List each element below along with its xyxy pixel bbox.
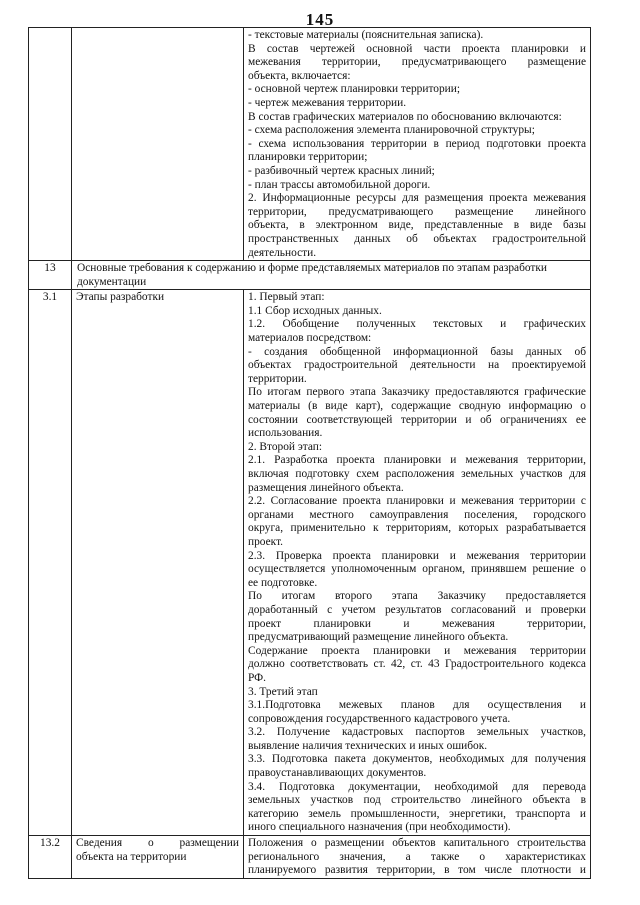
content-line: земельных участков под строительство линейного объекта в xyxy=(248,794,586,807)
content-line: материалы (в виде карт), содержащие сводную информацию о xyxy=(248,400,586,413)
content-line: доработанный с учетом результатов согласований и проверки xyxy=(248,603,586,616)
row-number-cell: 3.1 xyxy=(29,290,72,836)
content-line: 1.2. Обобщение полученных текстовых и графических xyxy=(248,318,586,331)
row-number-cell: 13 xyxy=(29,261,72,290)
requirement-content-cell xyxy=(244,290,591,836)
content-line: - создания обобщенной информационной базы данных об xyxy=(248,345,586,358)
content-line: По итогам второго этапа Заказчику предоставляется xyxy=(248,590,586,603)
content-line: территории, предусматривающего размещение линейного xyxy=(248,205,586,218)
content-line: территории. xyxy=(248,372,307,385)
content-line: осуществляется уполномоченным органом, принявшем решение о xyxy=(248,563,586,576)
content-line: 3.4. Подготовка документации, необходимой для перевода xyxy=(248,780,586,793)
content-line: проект. xyxy=(248,535,284,548)
content-line: объектах градостроительной деятельности на проектируемой xyxy=(248,359,586,372)
content-line: правоустанавливающих документов. xyxy=(248,767,427,780)
page-number: 145 xyxy=(305,10,335,29)
content-line: - схема использования территории в период подготовки проекта xyxy=(248,137,586,150)
content-line: 2.3. Проверка проекта планировки и межевания территории xyxy=(248,549,586,562)
content-line: В состав графических материалов по обоснованию включаются: xyxy=(248,110,562,123)
content-line: материалов посредством: xyxy=(248,332,372,345)
content-line: 2. Второй этап: xyxy=(248,440,323,453)
requirement-content-cell xyxy=(244,28,591,261)
content-line: 2.1. Разработка проекта планировки и межевания территории, xyxy=(248,454,586,467)
parameter-name-line: Этапы разработки xyxy=(76,291,165,304)
content-line: 2.2. Согласование проекта планировки и межевания территории с xyxy=(248,495,586,508)
row-number-cell xyxy=(29,28,72,261)
content-line: 2. Информационные ресурсы для размещения проекта межевания xyxy=(248,192,586,205)
content-line: 3.1.Подготовка межевых планов для осуществления и xyxy=(248,699,586,712)
content-line: планировки территории; xyxy=(248,151,368,164)
parameter-name-cell xyxy=(72,290,244,836)
content-line: категорию земель промышленности, энергетики, транспорта и xyxy=(248,807,586,820)
content-line: - чертеж межевания территории. xyxy=(248,96,407,109)
content-line: пространственных данных об объектах градостроительной xyxy=(248,232,586,245)
content-line: использования. xyxy=(248,427,323,440)
row-number-cell: 13.2 xyxy=(29,836,72,879)
content-line: должно соответствовать ст. 42, ст. 43 Градостроительного кодекса xyxy=(248,658,586,671)
content-line: - разбивочный чертеж красных линий; xyxy=(248,164,435,177)
content-line: межевания территории, предусматривающего размещение xyxy=(248,56,586,69)
content-line: По итогам первого этапа Заказчику предоставляются графические xyxy=(248,386,586,399)
parameter-name-cell xyxy=(72,28,244,261)
content-line: объекта, в электронном виде, представленные в виде базы xyxy=(248,219,586,232)
content-line: размещения линейного объекта. xyxy=(248,481,404,494)
content-line: Содержание проекта планировки и межевания территории xyxy=(248,644,586,657)
table-row xyxy=(29,28,591,261)
table-row xyxy=(29,836,591,879)
content-line: - основной чертеж планировки территории; xyxy=(248,83,461,96)
content-line: состоянии соответствующей территории и об ограничениях ее xyxy=(248,413,586,426)
table-row xyxy=(29,261,591,290)
parameter-name-line: объекта на территории xyxy=(76,850,187,863)
content-line: объекта, включается: xyxy=(248,69,351,82)
content-line: органами местного самоуправления поселения, городского xyxy=(248,508,586,521)
content-line: планируемого развития территории, в том числе плотности и xyxy=(248,864,586,877)
content-line: 3.2. Получение кадастровых паспортов земельных участков, xyxy=(248,726,586,739)
parameter-name-line: Сведения о размещении xyxy=(76,837,239,850)
table-row xyxy=(29,290,591,836)
content-line: - текстовые материалы (пояснительная записка). xyxy=(248,29,484,41)
section-heading-line: Основные требования к содержанию и форме представляемых материалов по этапам разработки xyxy=(77,262,548,275)
content-line: предусматривающий размещение линейного объекта. xyxy=(248,631,509,644)
content-line: выявление наличия технических и иных ошибок. xyxy=(248,739,488,752)
content-line: включая подготовку схем расположения земельных участков для xyxy=(248,468,586,480)
content-line: 1.1 Сбор исходных данных. xyxy=(248,304,382,317)
content-line: деятельности. xyxy=(248,246,317,259)
content-line: ее подготовке. xyxy=(248,576,318,589)
content-line: - план трассы автомобильной дороги. xyxy=(248,178,431,191)
content-line: проект планировки и межевания территории, xyxy=(248,617,586,630)
content-line: В состав чертежей основной части проекта планировки и xyxy=(248,42,586,55)
content-line: 3.3. Подготовка пакета документов, необходимых для получения xyxy=(248,753,586,766)
content-line: регионального значения, а также о характеристиках xyxy=(248,850,586,863)
content-line: иного специального назначения (при необходимости). xyxy=(248,821,511,834)
content-line: РФ. xyxy=(248,671,266,684)
content-line: сопровождения государственного кадастрового учета. xyxy=(248,712,511,725)
content-line: 1. Первый этап: xyxy=(248,291,325,304)
content-line: Положения о размещении объектов капитального строительства xyxy=(248,837,586,850)
content-line: округа, применительно к территориям, которых разрабатывается xyxy=(248,522,586,535)
section-heading-line: документации xyxy=(77,275,147,288)
content-line: 3. Третий этап xyxy=(248,685,318,698)
content-line: - схема расположения элемента планировочной структуры; xyxy=(248,124,535,137)
document-table xyxy=(28,27,591,879)
parameter-name-cell xyxy=(72,836,244,879)
requirement-content-cell xyxy=(244,836,591,879)
section-heading-cell xyxy=(72,261,591,290)
table-body xyxy=(29,28,591,879)
